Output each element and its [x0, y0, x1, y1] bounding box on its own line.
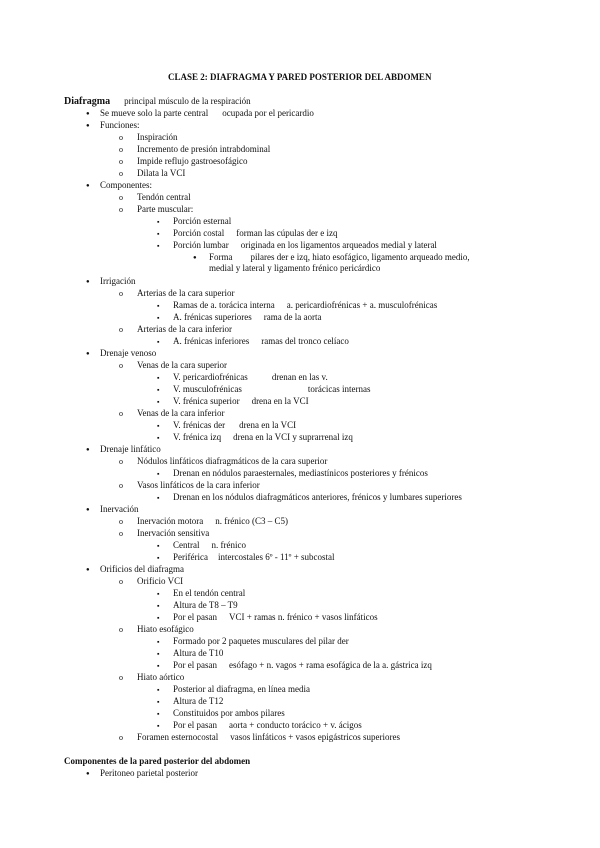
diafragma-line — [64, 96, 251, 107]
list-item — [173, 660, 432, 671]
funciones-heading: Funciones: — [100, 120, 140, 130]
bullet-circle-icon — [119, 672, 123, 683]
item-desc: VCI + ramas n. frénico + vasos linfáticos — [229, 612, 378, 622]
item-term: Central — [173, 540, 200, 550]
bullet-circle-icon — [119, 168, 123, 179]
list-item: Altura de T8 – T9 — [173, 600, 238, 610]
list-item: Nódulos linfáticos diafragmáticos de la cara superior — [137, 456, 328, 466]
bullet-circle-icon — [119, 624, 123, 635]
bullet-dot-icon — [86, 348, 90, 359]
bullet-circle-icon — [119, 456, 123, 467]
bullet-circle-icon — [119, 324, 123, 335]
bullet-square-icon — [157, 696, 159, 707]
item-term: V. frénicas der — [173, 420, 226, 430]
list-item: Inspiración — [137, 132, 178, 142]
bullet-square-icon — [157, 312, 159, 323]
item-desc: aorta + conducto torácico + v. ácigos — [229, 720, 362, 730]
item-term: V. pericardiofrénicas — [173, 372, 248, 382]
diafragma-desc: principal músculo de la respiración — [124, 96, 251, 106]
item-term: Se mueve solo la parte central — [100, 108, 209, 118]
diafragma-heading: Diafragma — [64, 96, 111, 107]
bullet-dot-icon — [86, 768, 90, 779]
list-item: Drenan en nódulos paraesternales, mediastínicos posteriores y frénicos — [173, 468, 428, 478]
bullet-square-icon — [157, 612, 159, 623]
item-term: Forma — [209, 252, 233, 262]
bullet-square-icon — [157, 468, 159, 479]
item-term: Foramen esternocostal — [137, 732, 219, 742]
list-item: Hiato esofágico — [137, 624, 194, 634]
item-desc: ocupada por el pericardio — [222, 108, 314, 118]
list-item: Drenan en los nódulos diafragmáticos anteriores, frénicos y lumbares superiores — [173, 492, 462, 502]
item-desc: a. pericardiofrénicas + a. musculofrénicas — [286, 300, 438, 310]
list-item: Parte muscular: — [137, 204, 194, 214]
item-term: V. frénica izq — [173, 432, 222, 442]
bullet-square-icon — [157, 216, 159, 227]
item-desc: pilares der e izq, hiato esofágico, ligamento arqueado medio, — [250, 252, 470, 262]
bullet-square-icon — [157, 708, 159, 719]
list-item — [100, 108, 314, 119]
bullet-square-icon — [157, 300, 159, 311]
item-desc: drena en la VCI — [239, 420, 297, 430]
item-term: Porción costal — [173, 228, 225, 238]
list-item: Impide reflujo gastroesofágico — [137, 156, 248, 166]
item-desc: drena en la VCI — [251, 396, 309, 406]
item-term: Por el pasan — [173, 660, 217, 670]
bullet-circle-icon — [119, 480, 123, 491]
list-item — [137, 732, 400, 743]
list-item-continuation: medial y lateral y ligamento frénico pericárdico — [209, 263, 381, 273]
bullet-circle-icon — [119, 144, 123, 155]
bullet-square-icon — [157, 396, 159, 407]
linfatico-heading: Drenaje linfático — [100, 444, 161, 454]
item-desc: ramas del tronco celíaco — [261, 336, 349, 346]
bullet-square-icon — [157, 720, 159, 731]
bullet-square-icon — [157, 240, 159, 251]
bullet-square-icon — [157, 420, 159, 431]
list-item — [173, 552, 335, 563]
bullet-circle-icon — [119, 192, 123, 203]
bullet-square-icon — [157, 540, 159, 551]
bullet-circle-icon — [119, 516, 123, 527]
item-desc: esófago + n. vagos + rama esofágica de la a. gástrica izq — [229, 660, 432, 670]
list-item: Constituidos por ambos pilares — [173, 708, 285, 718]
bullet-dot-icon — [193, 252, 197, 263]
irrigacion-heading: Irrigación — [100, 276, 136, 286]
bullet-circle-icon — [119, 204, 123, 215]
list-item — [137, 516, 288, 527]
bullet-square-icon — [157, 660, 159, 671]
bullet-dot-icon — [86, 504, 90, 515]
list-item — [173, 300, 437, 311]
item-term: Porción lumbar — [173, 240, 229, 250]
list-item: Altura de T10 — [173, 648, 224, 658]
list-item — [173, 228, 337, 239]
list-item — [173, 312, 321, 323]
list-item: Venas de la cara inferior — [137, 408, 225, 418]
item-desc: forman las cúpulas der e izq — [236, 228, 338, 238]
list-item — [173, 420, 296, 431]
list-item: Dilata la VCI — [137, 168, 186, 178]
bullet-square-icon — [157, 384, 159, 395]
list-item: Venas de la cara superior — [137, 360, 227, 370]
list-item: Vasos linfáticos de la cara inferior — [137, 480, 260, 490]
pared-heading: Componentes de la pared posterior del abdomen — [64, 756, 251, 766]
item-term: Periférica — [173, 552, 208, 562]
bullet-square-icon — [157, 552, 159, 563]
list-item: Formado por 2 paquetes musculares del pilar der — [173, 636, 349, 646]
bullet-dot-icon — [86, 444, 90, 455]
bullet-dot-icon — [86, 180, 90, 191]
list-item — [173, 240, 437, 251]
list-item: Arterias de la cara superior — [137, 288, 235, 298]
bullet-dot-icon — [86, 108, 90, 119]
bullet-square-icon — [157, 432, 159, 443]
orificios-heading: Orificios del diafragma — [100, 564, 184, 574]
venoso-heading: Drenaje venoso — [100, 348, 157, 358]
list-item — [173, 384, 371, 395]
list-item: Posterior al diafragma, en línea media — [173, 684, 310, 694]
list-item: Inervación sensitiva — [137, 528, 210, 538]
document-title: CLASE 2: DIAFRAGMA Y PARED POSTERIOR DEL ABDOMEN — [168, 72, 432, 82]
list-item — [173, 372, 328, 383]
componentes-heading: Componentes: — [100, 180, 152, 190]
list-item — [173, 540, 246, 551]
bullet-square-icon — [157, 372, 159, 383]
bullet-square-icon — [157, 492, 159, 503]
item-term: A. frénicas superiores — [173, 312, 252, 322]
item-term: A. frénicas inferiores — [173, 336, 250, 346]
item-desc: vasos linfáticos + vasos epigástricos superiores — [230, 732, 401, 742]
list-item — [173, 720, 362, 731]
list-item: Peritoneo parietal posterior — [100, 768, 198, 778]
item-term: Ramas de a. torácica interna — [173, 300, 275, 310]
item-term: V. frénica superior — [173, 396, 240, 406]
bullet-dot-icon — [86, 276, 90, 287]
item-term: Inervación motora — [137, 516, 204, 526]
bullet-square-icon — [157, 588, 159, 599]
list-item: Incremento de presión intrabdominal — [137, 144, 271, 154]
item-desc: intercostales 6º - 11º + subcostal — [217, 552, 335, 562]
bullet-circle-icon — [119, 132, 123, 143]
bullet-square-icon — [157, 600, 159, 611]
item-desc: n. frénico — [211, 540, 246, 550]
bullet-circle-icon — [119, 288, 123, 299]
item-desc: originada en los ligamentos arqueados medial y lateral — [240, 240, 437, 250]
bullet-square-icon — [157, 648, 159, 659]
list-item — [173, 432, 353, 443]
item-term: V. musculofrénicas — [173, 384, 242, 394]
item-desc: torácicas internas — [307, 384, 371, 394]
list-item: Hiato aórtico — [137, 672, 185, 682]
bullet-circle-icon — [119, 408, 123, 419]
bullet-circle-icon — [119, 732, 123, 743]
list-item: En el tendón central — [173, 588, 246, 598]
item-term: Por el pasan — [173, 612, 217, 622]
item-desc: drenan en las v. — [271, 372, 328, 382]
list-item — [173, 336, 349, 347]
list-item: Arterias de la cara inferior — [137, 324, 232, 334]
list-item: Orificio VCI — [137, 576, 184, 586]
bullet-dot-icon — [86, 564, 90, 575]
bullet-square-icon — [157, 336, 159, 347]
item-term: Por el pasan — [173, 720, 217, 730]
list-item: Tendón central — [137, 192, 191, 202]
item-desc: rama de la aorta — [263, 312, 322, 322]
list-item: Porción esternal — [173, 216, 232, 226]
list-item: Altura de T12 — [173, 696, 224, 706]
bullet-circle-icon — [119, 528, 123, 539]
list-item — [173, 612, 378, 623]
bullet-square-icon — [157, 684, 159, 695]
bullet-circle-icon — [119, 360, 123, 371]
bullet-circle-icon — [119, 576, 123, 587]
list-item — [173, 396, 309, 407]
bullet-circle-icon — [119, 156, 123, 167]
item-desc: n. frénico (C3 – C5) — [215, 516, 288, 526]
bullet-square-icon — [157, 228, 159, 239]
inervacion-heading: Inervación — [100, 504, 139, 514]
item-desc: drena en la VCI y suprarrenal izq — [233, 432, 353, 442]
bullet-dot-icon — [86, 120, 90, 131]
bullet-square-icon — [157, 636, 159, 647]
list-item — [209, 252, 470, 263]
